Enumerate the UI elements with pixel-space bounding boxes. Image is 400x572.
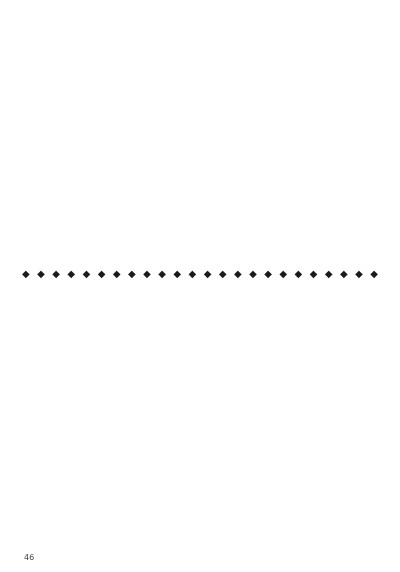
text-column <box>217 22 231 262</box>
divider-diamond-icon: ◆ <box>127 269 136 280</box>
text-column <box>315 292 329 554</box>
divider-diamond-icon: ◆ <box>188 269 197 280</box>
divider-diamond-icon: ◆ <box>249 269 257 280</box>
text-column <box>234 292 248 554</box>
text-column <box>55 292 69 554</box>
text-column <box>22 292 36 554</box>
lower-text-block <box>22 292 378 554</box>
text-column <box>250 22 264 262</box>
text-column <box>136 292 150 554</box>
upper-text-block <box>22 22 378 262</box>
divider-diamond-icon: ◆ <box>294 269 303 280</box>
text-column <box>331 292 345 554</box>
text-column <box>152 292 166 554</box>
divider-diamond-icon: ◆ <box>309 269 318 280</box>
text-column <box>348 22 362 262</box>
text-column <box>201 22 215 262</box>
text-column <box>103 292 117 554</box>
text-column <box>331 22 345 262</box>
divider-diamond-icon: ◆ <box>324 269 333 280</box>
text-column <box>103 22 117 262</box>
text-column <box>266 22 280 262</box>
text-column <box>299 292 313 554</box>
divider-diamond-icon: ◆ <box>158 269 166 280</box>
divider-diamond-icon: ◆ <box>22 269 30 280</box>
divider-diamond-icon: ◆ <box>355 269 363 280</box>
text-column <box>38 292 52 554</box>
text-column <box>71 22 85 262</box>
text-column <box>22 22 36 262</box>
divider-diamond-icon: ◆ <box>82 269 91 280</box>
text-column <box>185 292 199 554</box>
text-column <box>250 292 264 554</box>
text-column <box>136 22 150 262</box>
text-column <box>217 292 231 554</box>
divider-diamond-icon: ◆ <box>97 269 106 280</box>
text-column <box>120 292 134 554</box>
divider-diamond-icon: ◆ <box>143 269 151 280</box>
text-column <box>38 22 52 262</box>
divider-diamond-icon: ◆ <box>279 269 288 280</box>
section-divider-row <box>22 268 378 282</box>
divider-diamond-icon: ◆ <box>264 269 272 280</box>
text-column <box>266 292 280 554</box>
text-column <box>364 22 378 262</box>
text-column <box>87 292 101 554</box>
text-column <box>55 22 69 262</box>
page-number: 46 <box>24 553 35 562</box>
divider-diamond-icon: ◆ <box>218 269 227 280</box>
text-column <box>152 22 166 262</box>
text-column <box>71 292 85 554</box>
text-column <box>283 22 297 262</box>
text-column <box>283 292 297 554</box>
text-column <box>169 22 183 262</box>
divider-diamond-icon: ◆ <box>339 269 348 280</box>
divider-diamond-icon: ◆ <box>233 269 242 280</box>
text-column <box>315 22 329 262</box>
text-column <box>87 22 101 262</box>
divider-diamond-icon: ◆ <box>37 269 45 280</box>
text-column <box>234 22 248 262</box>
text-column <box>299 22 313 262</box>
divider-diamond-icon: ◆ <box>173 269 182 280</box>
text-column <box>348 292 362 554</box>
divider-diamond-icon: ◆ <box>52 269 60 280</box>
divider-diamond-icon: ◆ <box>203 269 212 280</box>
divider-diamond-icon: ◆ <box>112 269 121 280</box>
text-column <box>169 292 183 554</box>
divider-diamond-icon: ◆ <box>370 269 378 280</box>
text-column <box>201 292 215 554</box>
divider-diamond-icon: ◆ <box>67 269 76 280</box>
text-column <box>120 22 134 262</box>
text-column <box>185 22 199 262</box>
text-column <box>364 292 378 554</box>
